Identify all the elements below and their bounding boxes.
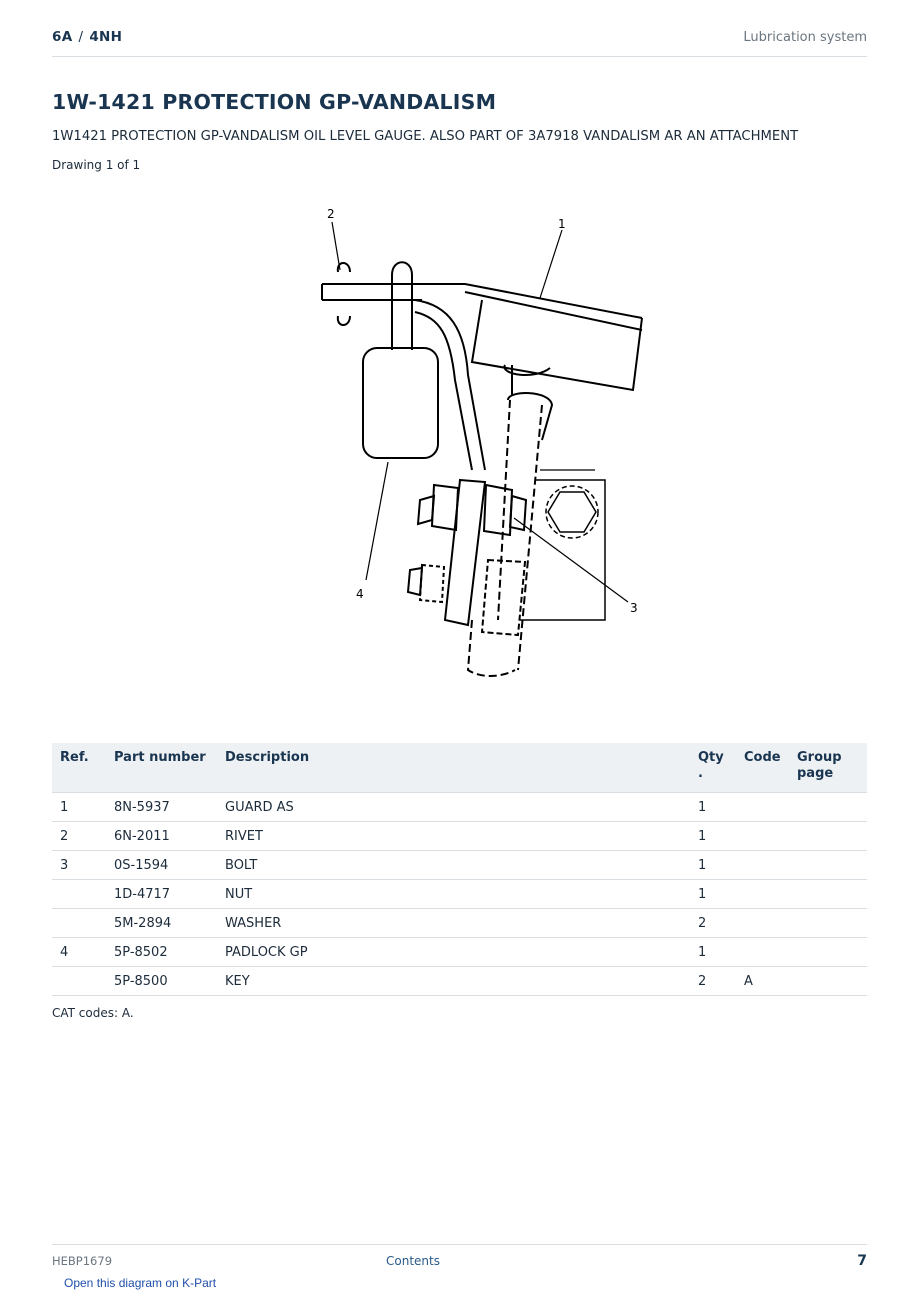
cell-part-number[interactable]: 1D-4717 (106, 880, 217, 909)
cell-ref: 2 (52, 822, 106, 851)
callout-2[interactable]: 2 (327, 207, 335, 221)
header-qty: Qty . (690, 743, 736, 793)
open-kpart-link[interactable]: Open this diagram on K-Part (64, 1276, 217, 1290)
callout-4[interactable]: 4 (356, 587, 364, 601)
header-ref: Ref. (52, 743, 106, 793)
cell-qty: 1 (690, 822, 736, 851)
header-code: Code (736, 743, 789, 793)
drawing-count: Drawing 1 of 1 (52, 158, 141, 172)
cell-qty: 1 (690, 880, 736, 909)
cell-qty: 2 (690, 967, 736, 996)
cell-ref (52, 880, 106, 909)
cell-part-number[interactable]: 5P-8500 (106, 967, 217, 996)
cell-description: PADLOCK GP (217, 938, 690, 967)
breadcrumb-separator: / (78, 29, 84, 45)
cell-part-number[interactable]: 5P-8502 (106, 938, 217, 967)
table-row (52, 909, 867, 938)
cell-group-page (789, 880, 867, 909)
cell-description: BOLT (217, 851, 690, 880)
cell-description: GUARD AS (217, 793, 690, 822)
page-footer (52, 1244, 867, 1273)
cell-code: A (736, 967, 789, 996)
cell-part-number[interactable]: 6N-2011 (106, 822, 217, 851)
contents-link[interactable]: Contents (386, 1254, 440, 1268)
cell-ref: 3 (52, 851, 106, 880)
table-row (52, 793, 867, 822)
parts-table (52, 743, 867, 996)
header-description: Description (217, 743, 690, 793)
cell-code (736, 822, 789, 851)
document-id: HEBP1679 (52, 1254, 113, 1268)
cell-ref: 4 (52, 938, 106, 967)
cell-ref (52, 909, 106, 938)
cell-description: NUT (217, 880, 690, 909)
cell-group-page (789, 967, 867, 996)
cell-qty: 1 (690, 938, 736, 967)
cell-description: WASHER (217, 909, 690, 938)
cell-code (736, 938, 789, 967)
cell-qty: 2 (690, 909, 736, 938)
cell-part-number[interactable]: 5M-2894 (106, 909, 217, 938)
table-row (52, 822, 867, 851)
cat-codes-note: CAT codes: A. (52, 1006, 134, 1020)
cell-group-page (789, 938, 867, 967)
page-subtitle: 1W1421 PROTECTION GP-VANDALISM OIL LEVEL GAUGE. ALSO PART OF 3A7918 VANDALISM AR AN ATTACHMENT (52, 129, 799, 144)
cell-ref: 1 (52, 793, 106, 822)
callout-3[interactable]: 3 (630, 601, 638, 615)
table-row (52, 938, 867, 967)
breadcrumb (52, 29, 122, 45)
cell-code (736, 880, 789, 909)
table-row (52, 880, 867, 909)
cell-ref (52, 967, 106, 996)
cell-group-page (789, 909, 867, 938)
page-title: 1W-1421 PROTECTION GP-VANDALISM (52, 90, 497, 114)
cell-group-page (789, 851, 867, 880)
header-group-page: Group page (789, 743, 867, 793)
cell-code (736, 909, 789, 938)
page-header (52, 28, 867, 57)
breadcrumb-serial[interactable]: 4NH (89, 29, 123, 45)
parts-table-header (52, 743, 867, 793)
parts-diagram[interactable] (250, 200, 670, 700)
cell-part-number[interactable]: 0S-1594 (106, 851, 217, 880)
breadcrumb-model[interactable]: 6A (52, 29, 73, 45)
cell-code (736, 851, 789, 880)
cell-group-page (789, 793, 867, 822)
cell-qty: 1 (690, 793, 736, 822)
cell-description: RIVET (217, 822, 690, 851)
cell-group-page (789, 822, 867, 851)
cell-qty: 1 (690, 851, 736, 880)
table-row (52, 851, 867, 880)
table-row (52, 967, 867, 996)
header-part-number: Part number (106, 743, 217, 793)
cell-code (736, 793, 789, 822)
callout-1[interactable]: 1 (558, 217, 566, 231)
page-number: 7 (857, 1253, 867, 1269)
section-name: Lubrication system (743, 30, 867, 45)
parts-diagram-svg (250, 200, 670, 700)
cell-description: KEY (217, 967, 690, 996)
cell-part-number[interactable]: 8N-5937 (106, 793, 217, 822)
